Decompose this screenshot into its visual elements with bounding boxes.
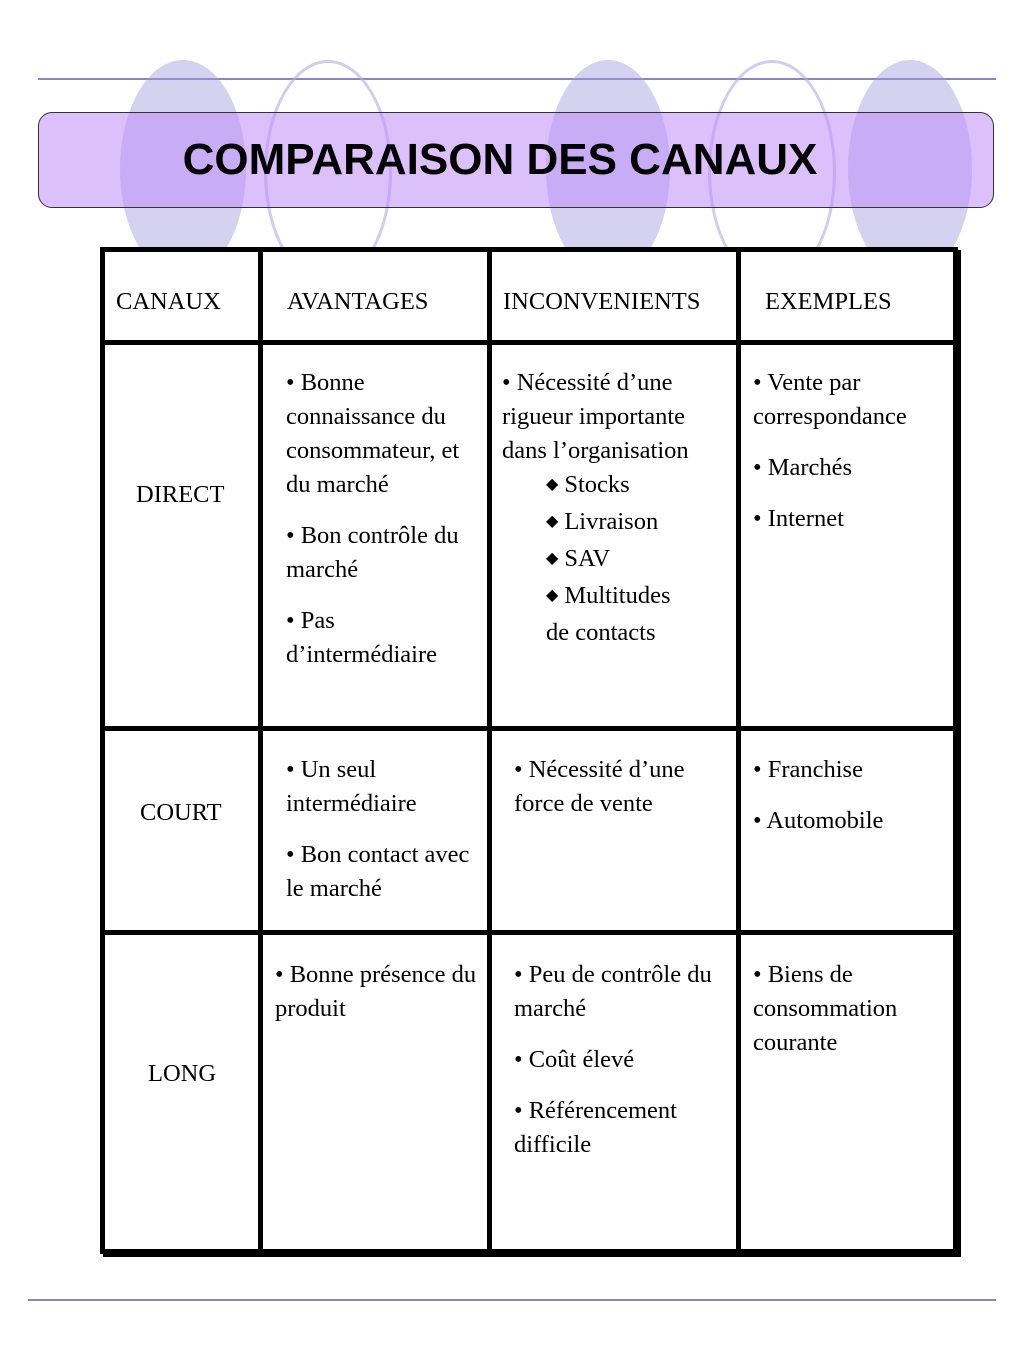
channel-court: COURT: [140, 799, 222, 826]
header-inconvenients: INCONVENIENTS: [503, 288, 701, 315]
comparison-table: [100, 247, 958, 1254]
list-item: • Peu de contrôle du marché: [514, 961, 712, 1022]
header-exemples: EXEMPLES: [765, 288, 892, 315]
header-canaux: CANAUX: [116, 288, 221, 315]
diamond-bullet-icon: ◆: [546, 550, 559, 567]
column-divider: [258, 252, 263, 1249]
sub-list-item: ◆ SAV: [546, 545, 611, 572]
inconvenients-long: [514, 958, 724, 1162]
channel-direct: DIRECT: [136, 481, 225, 508]
exemples-direct: [753, 366, 953, 536]
list-item: • Marchés: [753, 454, 853, 481]
diamond-bullet-icon: ◆: [546, 513, 559, 530]
exemples-court: [753, 753, 953, 838]
row-divider: [105, 340, 953, 345]
list-item: • Bon contrôle du marché: [286, 522, 459, 583]
top-rule: [38, 78, 996, 80]
list-item: • Bonne présence du produit: [275, 961, 477, 1022]
channel-long: LONG: [148, 1060, 217, 1087]
list-item: • Bonne connaissance du consommateur, et du marché: [286, 369, 460, 498]
bottom-rule: [28, 1299, 996, 1301]
list-item: • Bon contact avec le marché: [286, 841, 470, 902]
avantages-direct: [286, 366, 482, 672]
list-item: • Automobile: [753, 807, 884, 834]
row-divider: [105, 726, 953, 731]
list-item: • Internet: [753, 505, 844, 532]
list-item: • Un seul intermédiaire: [286, 756, 417, 817]
title-banner: [38, 112, 994, 208]
list-item: • Nécessité d’une rigueur importante dans l’organisation: [502, 369, 689, 464]
diamond-bullet-icon: ◆: [546, 587, 559, 604]
sub-list-item: ◆ Stocks: [546, 471, 630, 498]
avantages-long: [275, 958, 485, 1026]
list-item: • Biens de consommation courante: [753, 961, 898, 1056]
list-item: • Nécessité d’une force de vente: [514, 756, 685, 817]
sub-list-item: ◆ Multitudes de contacts: [546, 582, 671, 646]
list-item: • Coût élevé: [514, 1046, 635, 1073]
diamond-bullet-icon: ◆: [546, 476, 559, 493]
list-item: • Franchise: [753, 756, 863, 783]
column-divider: [487, 252, 492, 1249]
list-item: • Pas d’intermédiaire: [286, 607, 438, 668]
inconvenients-court: [514, 753, 714, 821]
sub-list-item: ◆ Livraison: [546, 508, 659, 535]
exemples-long: [753, 958, 953, 1060]
page-title: COMPARAISON DES CANAUX: [182, 135, 818, 184]
list-item: • Référencement difficile: [514, 1097, 677, 1158]
row-divider: [105, 930, 953, 935]
header-avantages: AVANTAGES: [287, 288, 429, 315]
sub-list: [546, 468, 730, 650]
avantages-court: [286, 753, 476, 906]
column-divider: [736, 252, 741, 1249]
list-item: • Vente par correspondance: [753, 369, 907, 430]
inconvenients-direct: [502, 366, 730, 650]
